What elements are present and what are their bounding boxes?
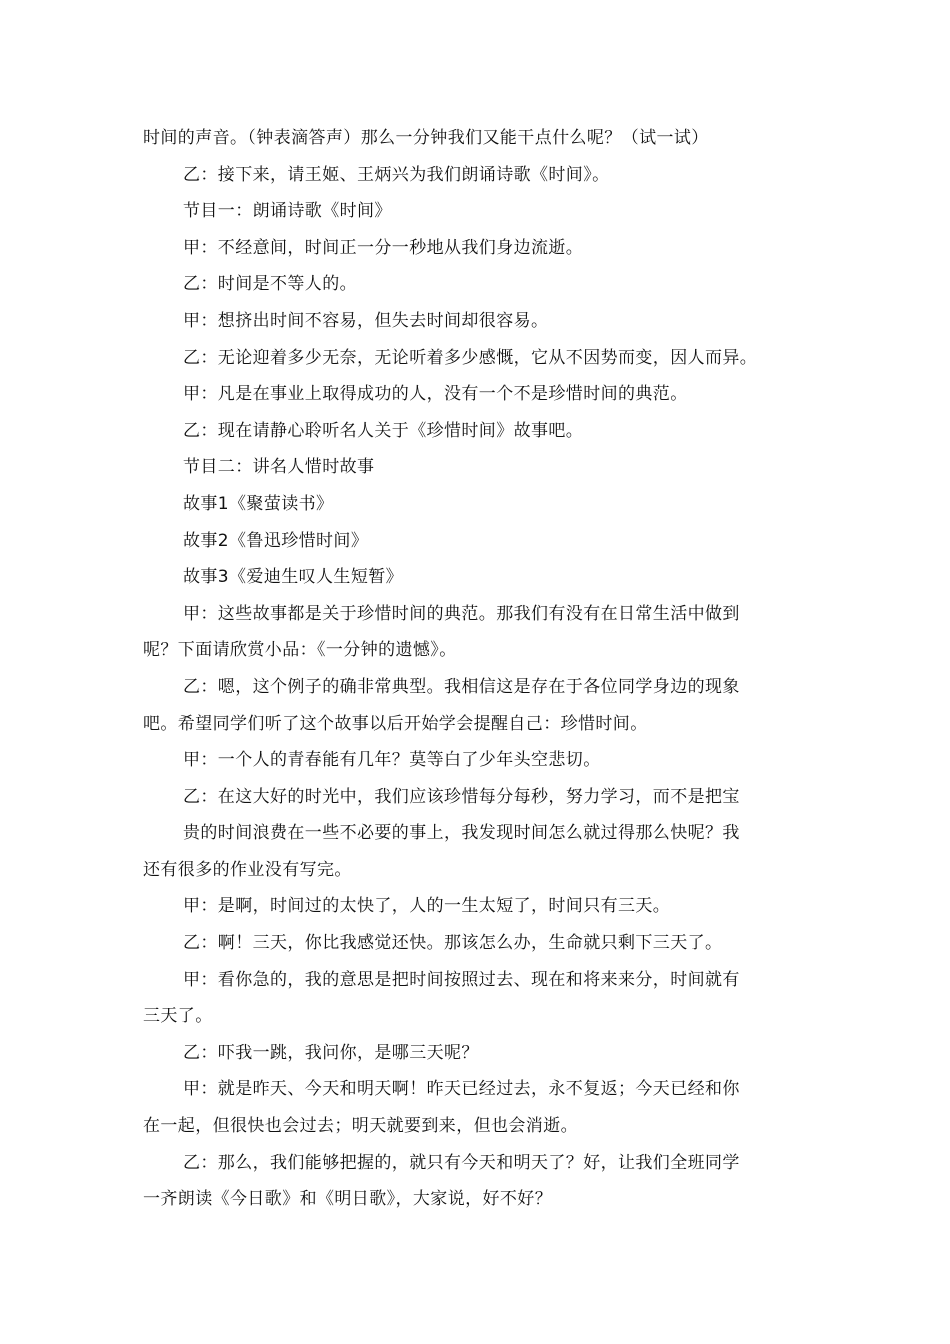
text-line: 甲：一个人的青春能有几年？莫等白了少年头空悲切。	[183, 750, 601, 771]
text-line: 乙：那么，我们能够把握的，就只有今天和明天了？好，让我们全班同学	[183, 1152, 740, 1173]
text-line: 甲：就是昨天、今天和明天啊！昨天已经过去，永不复返；今天已经和你	[183, 1079, 740, 1100]
text-line: 在一起，但很快也会过去；明天就要到来，但也会消逝。	[143, 1116, 578, 1137]
text-line: 贵的时间浪费在一些不必要的事上，我发现时间怎么就过得那么快呢？我	[183, 823, 740, 844]
text-line: 甲：想挤出时间不容易，但失去时间却很容易。	[183, 310, 549, 331]
text-line: 乙：现在请静心聆听名人关于《珍惜时间》故事吧。	[183, 420, 584, 441]
text-line: 故事3《爱迪生叹人生短暂》	[183, 567, 404, 588]
text-line: 乙：啊！三天，你比我感觉还快。那该怎么办，生命就只剩下三天了。	[183, 933, 723, 954]
text-line: 吧。希望同学们听了这个故事以后开始学会提醒自己：珍惜时间。	[143, 713, 648, 734]
text-line: 节目二：讲名人惜时故事	[183, 457, 375, 478]
text-line: 甲：这些故事都是关于珍惜时间的典范。那我们有没有在日常生活中做到	[183, 603, 740, 624]
text-line: 乙：嗯，这个例子的确非常典型。我相信这是存在于各位同学身边的现象	[183, 676, 740, 697]
text-line: 时间的声音。（钟表滴答声）那么一分钟我们又能干点什么呢？（试一试）	[143, 128, 709, 148]
text-line: 乙：时间是不等人的。	[183, 274, 357, 295]
text-line: 甲：是啊，时间过的太快了，人的一生太短了，时间只有三天。	[183, 896, 671, 917]
text-line: 乙：接下来，请王姬、王炳兴为我们朗诵诗歌《时间》。	[183, 164, 610, 185]
text-line: 节目一：朗诵诗歌《时间》	[183, 201, 392, 222]
text-line: 乙：吓我一跳，我问你，是哪三天呢？	[183, 1042, 479, 1063]
text-line: 乙：无论迎着多少无奈，无论听着多少感慨，它从不因势而变，因人而异。	[183, 347, 758, 368]
text-line: 甲：看你急的，我的意思是把时间按照过去、现在和将来来分，时间就有	[183, 969, 740, 990]
text-line: 乙：在这大好的时光中，我们应该珍惜每分每秒，努力学习，而不是把宝	[183, 786, 740, 807]
text-line: 甲：不经意间，时间正一分一秒地从我们身边流逝。	[183, 237, 584, 258]
document-page	[143, 120, 809, 1218]
text-line: 故事1《聚萤读书》	[183, 493, 334, 514]
text-line: 呢？下面请欣赏小品：《一分钟的遗憾》。	[143, 640, 457, 661]
text-line: 一齐朗读《今日歌》和《明日歌》，大家说，好不好？	[143, 1189, 553, 1210]
text-line: 还有很多的作业没有写完。	[143, 859, 352, 880]
text-line: 三天了。	[143, 1006, 213, 1027]
text-line: 甲：凡是在事业上取得成功的人，没有一个不是珍惜时间的典范。	[183, 384, 688, 405]
text-line: 故事2《鲁迅珍惜时间》	[183, 530, 369, 551]
